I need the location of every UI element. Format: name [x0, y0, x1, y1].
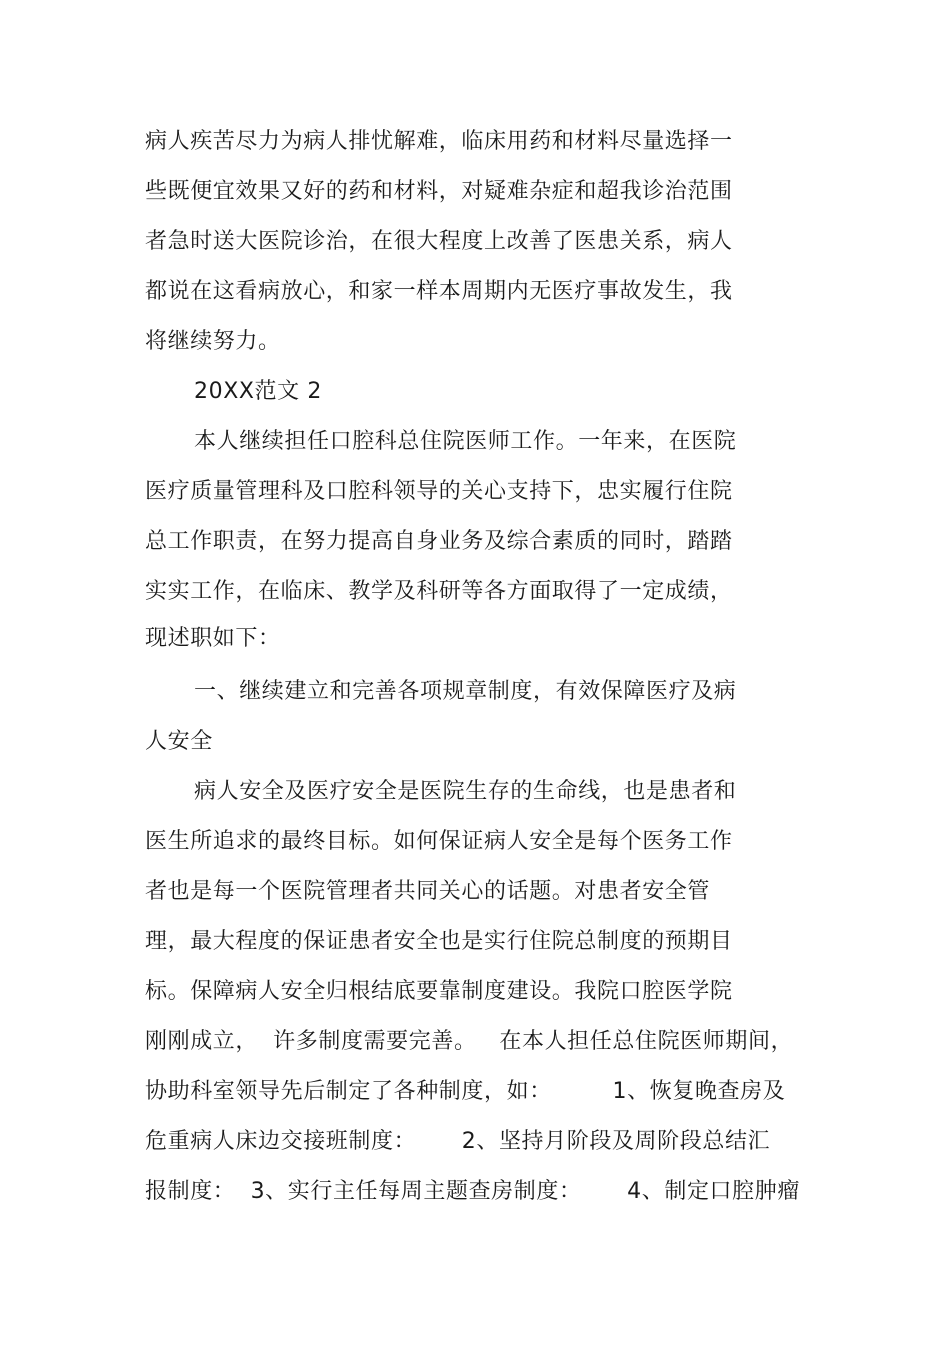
text-line: 将继续努力。 — [145, 329, 281, 354]
text-line: 标。保障病人安全归根结底要靠制度建设。我院口腔医学院 — [145, 979, 733, 1004]
text-line: 理，最大程度的保证患者安全也是实行住院总制度的预期目 — [145, 929, 733, 954]
text-line: 协助科室领导先后制定了各种制度，如： 1、恢复晚查房及 — [145, 1079, 786, 1104]
paragraph-first-line: 本人继续担任口腔科总住院医师工作。一年来，在医院 — [194, 429, 737, 454]
text-line: 者急时送大医院诊治，在很大程度上改善了医患关系，病人 — [145, 229, 733, 254]
text-line: 医生所追求的最终目标。如何保证病人安全是每个医务工作 — [145, 829, 733, 854]
text-line: 些既便宜效果又好的药和材料，对疑难杂症和超我诊治范围 — [145, 179, 733, 204]
text-line: 都说在这看病放心，和家一样本周期内无医疗事故发生，我 — [145, 279, 733, 304]
text-line: 病人疾苦尽力为病人排忧解难，临床用药和材料尽量选择一 — [145, 129, 733, 154]
text-line: 人安全 — [145, 729, 213, 754]
text-line: 总工作职责，在努力提高自身业务及综合素质的同时，踏踏 — [145, 529, 733, 554]
text-line: 现述职如下： — [145, 626, 281, 651]
paragraph-first-line: 病人安全及医疗安全是医院生存的生命线，也是患者和 — [194, 779, 737, 804]
section-heading: 20XX范文 2 — [194, 379, 322, 404]
text-line: 医疗质量管理科及口腔科领导的关心支持下，忠实履行住院 — [145, 479, 733, 504]
text-line: 报制度： 3、实行主任每周主题查房制度： 4、制定口腔肿瘤 — [145, 1179, 800, 1204]
text-line: 者也是每一个医院管理者共同关心的话题。对患者安全管 — [145, 879, 711, 904]
subsection-heading: 一、继续建立和完善各项规章制度，有效保障医疗及病 — [194, 679, 737, 704]
text-line: 危重病人床边交接班制度： 2、坚持月阶段及周阶段总结汇 — [145, 1129, 771, 1154]
text-line: 刚刚成立， 许多制度需要完善。 在本人担任总住院医师期间， — [145, 1029, 794, 1054]
text-line: 实实工作，在临床、教学及科研等各方面取得了一定成绩， — [145, 579, 733, 604]
